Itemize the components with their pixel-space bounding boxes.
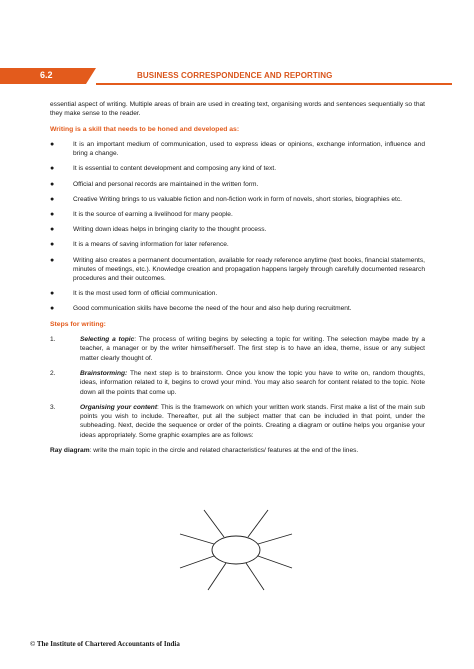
bullet-icon: ●	[50, 290, 55, 298]
step-number: 2.	[50, 369, 56, 377]
step-item	[50, 369, 425, 397]
bullet-text: Writing also creates a permanent documentation, available for ready reference anytime (text books, financial statements, minutes of meetings, etc.). Knowledge creation and propagation happens largely through carefully documented research procedures and their outcomes.	[73, 256, 425, 283]
bullet-icon: ●	[50, 210, 55, 218]
step-item	[50, 335, 425, 363]
step-text: The next step is to brainstorm. Once you know the topic you have to write on, random thoughts, ideas, information related to it, begins to crowd your mind. You may also search for content related to the topic. Note down all the points that come up.	[80, 369, 425, 396]
chapter-title: BUSINESS CORRESPONDENCE AND REPORTING	[137, 71, 333, 80]
bullet-icon: ●	[50, 180, 55, 188]
bullet-text: It is essential to content development and composing any kind of text.	[73, 165, 277, 173]
bullet-text: It is a means of saving information for later reference.	[73, 241, 229, 249]
bullet-text: Good communication skills have become the need of the hour and also help during recruitment.	[73, 305, 352, 313]
bullet-text: It is the most used form of official communication.	[73, 290, 218, 298]
step-term: Brainstorming:	[80, 369, 128, 377]
intro-paragraph: essential aspect of writing. Multiple areas of brain are used in creating text, organising words and sentences sequentially so that they make sense to the reader.	[50, 101, 425, 118]
step-term: Organising your content	[80, 403, 158, 411]
bullet-item	[50, 180, 425, 189]
bullet-icon: ●	[50, 165, 55, 173]
ray-diagram-term: Ray diagram	[50, 447, 90, 455]
ray-line	[208, 563, 226, 590]
bullet-icon: ●	[50, 140, 55, 148]
skill-heading: Writing is a skill that needs to be honed and developed as:	[50, 125, 240, 133]
section-number: 6.2	[40, 70, 53, 80]
bullet-text: Creative Writing brings to us valuable fiction and non-fiction work in form of novels, short stories, biographies etc.	[73, 195, 402, 203]
ray-diagram-center-circle	[212, 536, 260, 564]
step-text: : The process of writing begins by selecting a topic for writing. The selection maybe made by a teacher, a manager or by the writer himself/herself. The first step is to have an idea, theme, issue or any subject matter clearly thought of.	[80, 336, 425, 362]
header-rule	[96, 83, 452, 85]
ray-line	[258, 556, 292, 568]
bullet-icon: ●	[50, 226, 55, 234]
step-item	[50, 403, 425, 440]
ray-diagram-instruction	[50, 446, 425, 455]
steps-heading: Steps for writing:	[50, 320, 106, 328]
skill-bullet-list	[50, 140, 425, 314]
step-text: : This is the framework on which your written work stands. First make a list of the main sub points you wish to include. Thereafter, put all the subject matter that can be included in that point, under the subheading. Next, decide the sequence or order of the points. Creating a diagram or outline helps you organise your ideas appropriately. Some graphic examples are as follows:	[80, 403, 425, 439]
ray-line	[248, 510, 268, 537]
bullet-text: Writing down ideas helps in bringing clarity to the thought process.	[73, 226, 267, 234]
page-body	[50, 100, 425, 455]
ray-line	[258, 534, 292, 544]
bullet-text: Official and personal records are maintained in the written form.	[73, 180, 259, 188]
ray-line	[180, 534, 214, 544]
step-term: Selecting a topic	[80, 336, 135, 344]
steps-list	[50, 335, 425, 440]
bullet-item	[50, 256, 425, 284]
bullet-icon: ●	[50, 305, 55, 313]
bullet-text: It is the source of earning a livelihood for many people.	[73, 210, 233, 218]
bullet-icon: ●	[50, 256, 55, 264]
ray-line	[180, 556, 214, 568]
bullet-item	[50, 210, 425, 219]
ray-diagram	[176, 506, 296, 594]
bullet-icon: ●	[50, 241, 55, 249]
bullet-item	[50, 164, 425, 173]
ray-line	[246, 563, 264, 590]
ray-diagram-text: : write the main topic in the circle and related characteristics/ features at the end of the lines.	[89, 447, 359, 455]
bullet-item	[50, 225, 425, 234]
bullet-item	[50, 289, 425, 298]
bullet-item	[50, 304, 425, 313]
ray-line	[204, 510, 224, 537]
bullet-text: It is an important medium of communication, used to express ideas or opinions, exchange information, influence and bring a change.	[73, 140, 425, 158]
step-number: 1.	[50, 336, 56, 344]
chapter-header-bar	[0, 68, 474, 84]
page-footer: © The Institute of Chartered Accountants of India	[30, 640, 180, 648]
header-accent-notch	[86, 68, 96, 84]
bullet-item	[50, 240, 425, 249]
bullet-icon: ●	[50, 195, 55, 203]
step-number: 3.	[50, 403, 56, 411]
bullet-item	[50, 140, 425, 159]
bullet-item	[50, 195, 425, 204]
